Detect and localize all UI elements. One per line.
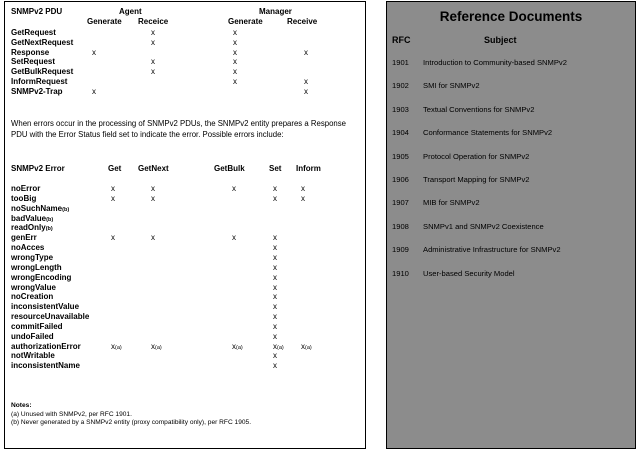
error-name: wrongValue: [11, 282, 56, 292]
error-name: wrongType: [11, 252, 54, 262]
error-row-mark: x: [273, 312, 277, 322]
error-row-mark: x: [111, 193, 115, 203]
pdu-row-mark: x: [92, 86, 96, 96]
notes-heading: Notes:: [11, 402, 32, 409]
mark-footnote-ref: (a): [236, 344, 243, 351]
error-name: commitFailed: [11, 321, 63, 331]
error-row-mark: x: [273, 233, 277, 243]
error-row-mark: x: [273, 243, 277, 253]
error-name: noAcces: [11, 243, 45, 253]
rfc-subject: SNMPv1 and SNMPv2 Coexistence: [423, 221, 544, 231]
error-processing-paragraph: When errors occur in the processing of SNMPv2 PDUs, the SNMPv2 entity prepares a Response PDU with the Error Status field set to indicate the error. Possible errors include:: [11, 119, 346, 139]
mark-footnote-ref: (a): [277, 344, 284, 351]
error-name: genErr: [11, 233, 37, 243]
pdu-row-name: SNMPv2-Trap: [11, 86, 63, 96]
error-row-mark: x: [273, 282, 277, 292]
error-row-mark: x: [232, 184, 236, 193]
manager-group-header: Manager: [259, 7, 292, 16]
error-row-mark: x: [301, 193, 305, 203]
get-column-header: Get: [108, 164, 122, 173]
pdu-row-name: InformRequest: [11, 77, 68, 86]
rfc-subject: Textual Conventions for SNMPv2: [423, 104, 535, 114]
error-row-mark: x: [151, 193, 155, 203]
agent-group-header: Agent: [119, 7, 142, 16]
error-footnote-ref: (b): [45, 226, 53, 233]
subject-column-header: Subject: [484, 35, 517, 45]
mark-footnote-ref: (a): [115, 344, 122, 351]
error-row-mark: x(a): [273, 341, 284, 351]
rfc-number: 1905: [392, 151, 409, 161]
error-row-mark: x(a): [111, 341, 122, 351]
rfc-number: 1910: [392, 268, 409, 278]
error-row-mark: x: [273, 262, 277, 272]
pdu-row-mark: x: [233, 37, 237, 47]
error-row-name: [11, 312, 89, 322]
error-name: tooBig: [11, 193, 37, 203]
pdu-row-name: SetRequest: [11, 57, 56, 67]
error-row-mark: x: [273, 351, 277, 361]
error-row-name: [11, 283, 56, 293]
error-table-heading: SNMPv2 Error: [11, 164, 65, 173]
pdu-row-mark: x: [233, 77, 237, 86]
pdu-row-mark: x: [304, 86, 308, 96]
rfc-subject: Protocol Operation for SNMPv2: [423, 151, 530, 161]
error-row-name: [11, 243, 44, 253]
rfc-subject: Administrative Infrastructure for SNMPv2: [423, 245, 561, 255]
error-row-name: [11, 361, 80, 371]
pdu-row-mark: x: [304, 47, 308, 57]
rfc-subject: Introduction to Community-based SNMPv2: [423, 58, 567, 67]
mark-footnote-ref: (a): [155, 344, 162, 351]
notes-section: [11, 402, 363, 428]
rfc-number: 1906: [392, 175, 409, 184]
error-row-name: [11, 332, 54, 342]
pdu-row-name: Response: [11, 47, 50, 57]
pdu-row-mark: x: [233, 47, 237, 57]
pdu-row-mark: x: [233, 28, 237, 37]
error-row-mark: x: [273, 292, 277, 302]
agent-receive-column-header: Receice: [138, 17, 169, 26]
error-row-mark: x: [111, 233, 115, 243]
error-row-name: [11, 253, 53, 263]
error-name: notWritable: [11, 351, 55, 361]
error-row-mark: x: [232, 233, 236, 243]
pdu-row-mark: x: [151, 28, 155, 37]
rfc-subject: MIB for SNMPv2: [423, 198, 480, 208]
error-row-mark: x: [111, 184, 115, 193]
pdu-row-mark: x: [304, 77, 308, 86]
error-name: resourceUnavailable: [11, 312, 90, 322]
set-column-header: Set: [269, 164, 282, 173]
error-name: readOnly: [11, 223, 46, 233]
rfc-subject: SMI for SNMPv2: [423, 81, 480, 91]
error-row-name: [11, 342, 81, 352]
pdu-row-name: GetNextRequest: [11, 37, 74, 47]
inform-column-header: Inform: [296, 164, 321, 173]
note-b: (b) Never generated by a SNMPv2 entity (proxy compatibility only), per RFC 1905.: [11, 419, 252, 427]
getnext-column-header: GetNext: [138, 164, 169, 173]
rfc-column-header: RFC: [392, 35, 411, 45]
error-row-name: [11, 233, 37, 243]
rfc-number: 1909: [392, 245, 409, 255]
error-footnote-ref: (b): [46, 216, 54, 223]
error-row-mark: x: [273, 252, 277, 262]
reference-documents-panel: [386, 1, 636, 449]
error-name: noCreation: [11, 292, 54, 302]
error-name: badValue: [11, 213, 47, 223]
error-row-name: [11, 302, 79, 312]
manager-receive-column-header: Receive: [287, 17, 318, 26]
error-row-name: [11, 194, 36, 204]
mark-footnote-ref: (a): [305, 344, 312, 351]
error-name: authorizationError: [11, 341, 81, 351]
manager-generate-column-header: Generate: [228, 17, 263, 26]
error-row-mark: x: [273, 193, 277, 203]
reference-title: Reference Documents: [439, 9, 583, 24]
error-row-name: [11, 273, 71, 283]
error-row-name: [11, 322, 63, 332]
error-row-name: [11, 292, 53, 302]
error-name: inconsistentValue: [11, 302, 80, 312]
error-name: undoFailed: [11, 331, 54, 341]
rfc-subject: User-based Security Model: [423, 268, 515, 278]
rfc-number: 1907: [392, 198, 409, 208]
rfc-number: 1904: [392, 128, 409, 138]
error-footnote-ref: (b): [62, 206, 70, 213]
error-name: noError: [11, 184, 41, 193]
error-row-mark: x: [151, 233, 155, 243]
error-row-mark: x: [273, 184, 277, 193]
error-row-mark: x: [273, 272, 277, 282]
pdu-row-mark: x: [233, 67, 237, 77]
error-row-mark: x: [273, 331, 277, 341]
error-row-mark: x: [301, 184, 305, 193]
error-name: noSuchName: [11, 203, 63, 213]
error-row-mark: x: [273, 361, 277, 371]
pdu-row-mark: x: [92, 47, 96, 57]
error-row-mark: x: [151, 184, 155, 193]
note-a: (a) Unused with SNMPv2, per RFC 1901.: [11, 410, 132, 418]
pdu-table-heading: SNMPv2 PDU: [11, 7, 63, 16]
error-row-name: [11, 351, 55, 361]
error-name: inconsistentName: [11, 361, 80, 371]
error-row-name: [11, 184, 40, 194]
error-row-mark: x(a): [151, 341, 162, 351]
error-row-name: [11, 263, 62, 273]
getbulk-column-header: GetBulk: [214, 164, 245, 173]
pdu-row-mark: x: [151, 37, 155, 47]
rfc-number: 1902: [392, 81, 409, 91]
error-row-mark: x: [273, 302, 277, 312]
error-name: wrongLength: [11, 262, 62, 272]
rfc-subject: Conformance Statements for SNMPv2: [423, 128, 553, 138]
snmpv2-pdu-error-panel: [4, 1, 366, 449]
rfc-number: 1903: [392, 104, 409, 114]
rfc-number: 1901: [392, 58, 409, 67]
rfc-subject: Transport Mapping for SNMPv2: [423, 175, 530, 184]
pdu-row-name: GetRequest: [11, 28, 56, 37]
pdu-row-mark: x: [233, 57, 237, 67]
pdu-row-name: GetBulkRequest: [11, 67, 74, 77]
error-name: wrongEncoding: [11, 272, 72, 282]
error-row-mark: x: [273, 321, 277, 331]
error-row-mark: x(a): [232, 341, 243, 351]
pdu-row-mark: x: [151, 67, 155, 77]
pdu-row-mark: x: [151, 57, 155, 67]
error-row-mark: x(a): [301, 341, 312, 351]
rfc-number: 1908: [392, 221, 409, 231]
agent-generate-column-header: Generate: [87, 17, 122, 26]
